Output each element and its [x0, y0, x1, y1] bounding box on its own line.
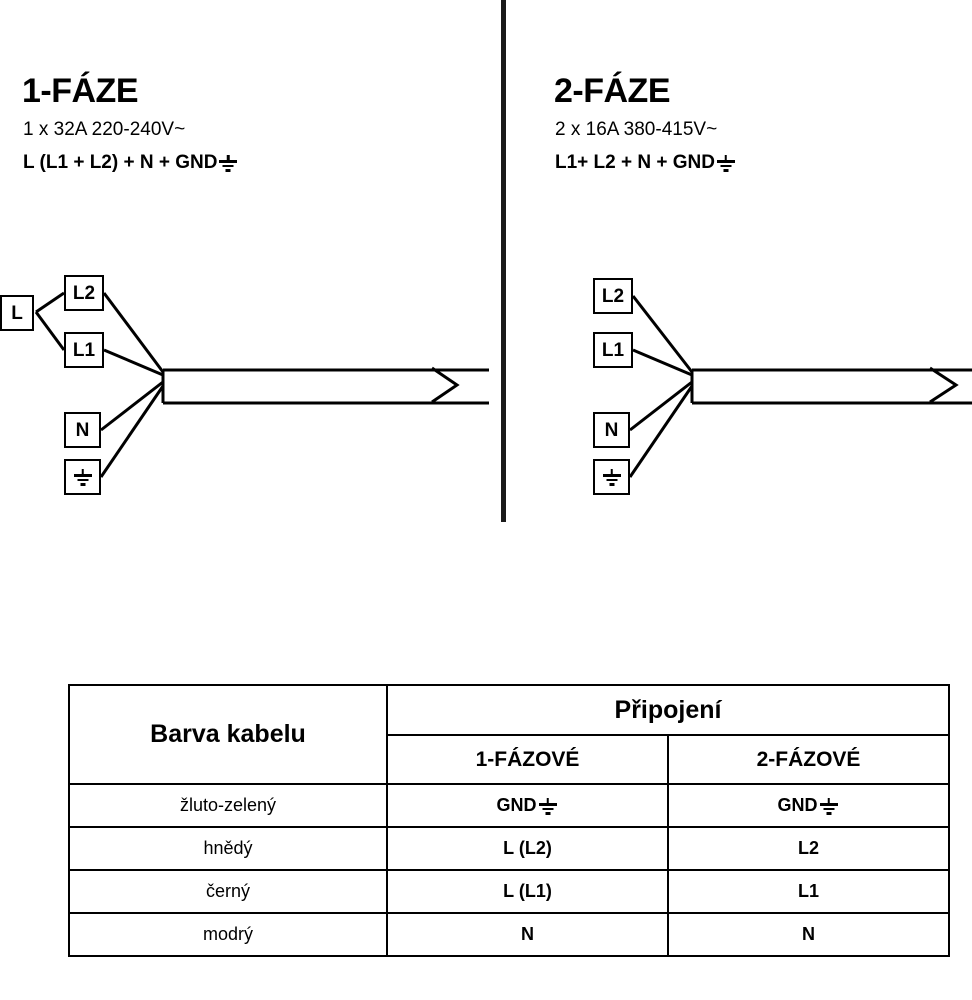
table-header-phase-1: 1-FÁZOVÉ [387, 735, 668, 784]
cell-phase2-value: L1 [668, 870, 949, 913]
table-header-phase-2: 2-FÁZOVÉ [668, 735, 949, 784]
table-header-cable-color: Barva kabelu [69, 685, 387, 784]
panel-wiring-text-two-phase: L1+ L2 + N + GND [555, 152, 715, 173]
cell-phase2-value: L2 [668, 827, 949, 870]
table-header-connection: Připojení [387, 685, 949, 735]
cell-cable-color: hnědý [69, 827, 387, 870]
cell-phase2-value: GND [668, 784, 949, 827]
wiring-diagram-two-phase [506, 0, 972, 522]
cell-phase2-value: N [668, 913, 949, 956]
cell-phase1-value: GND [387, 784, 668, 827]
table-row [69, 827, 949, 870]
panel-wiring-text-one-phase: L (L1 + L2) + N + GND [23, 152, 218, 173]
cell-phase1-value: L (L2) [387, 827, 668, 870]
cell-cable-color: žluto-zelený [69, 784, 387, 827]
earth-ground-icon [537, 798, 559, 814]
earth-ground-icon [601, 469, 623, 485]
terminal-l-one-phase: L [0, 295, 34, 331]
panel-title-two-phase: 2-FÁZE [554, 72, 670, 110]
cell-cable-color: modrý [69, 913, 387, 956]
panel-spec-one-phase: 1 x 32A 220-240V~ [23, 119, 186, 140]
table-row [69, 913, 949, 956]
panel-title-one-phase: 1-FÁZE [22, 72, 138, 110]
cell-cable-color: černý [69, 870, 387, 913]
terminal-l1-two-phase: L1 [593, 332, 633, 368]
table-header-row-1 [69, 685, 949, 735]
earth-ground-icon [72, 469, 94, 485]
table-row [69, 784, 949, 827]
terminal-n-two-phase: N [593, 412, 630, 448]
terminal-l1-one-phase: L1 [64, 332, 104, 368]
table-row [69, 870, 949, 913]
terminal-l2-two-phase: L2 [593, 278, 633, 314]
earth-ground-icon [818, 798, 840, 814]
cell-phase1-value: N [387, 913, 668, 956]
cable-connection-table [68, 684, 948, 957]
cell-phase1-value: L (L1) [387, 870, 668, 913]
panel-spec-two-phase: 2 x 16A 380-415V~ [555, 119, 718, 140]
terminal-n-one-phase: N [64, 412, 101, 448]
terminal-l2-one-phase: L2 [64, 275, 104, 311]
terminal-gnd-two-phase [593, 459, 630, 495]
terminal-gnd-one-phase [64, 459, 101, 495]
